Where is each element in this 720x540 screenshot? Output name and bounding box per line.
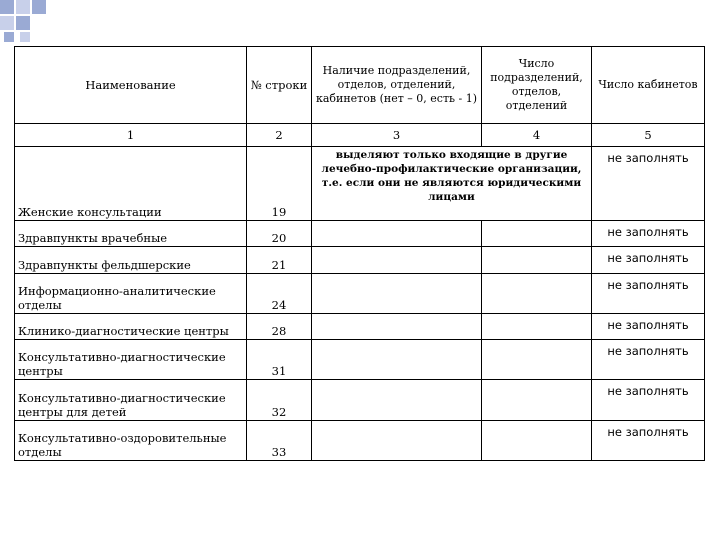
row-units-cell xyxy=(482,221,592,247)
row-name: Здравпункты фельдшерские xyxy=(15,247,247,274)
table-row xyxy=(15,314,705,340)
row-code: 20 xyxy=(247,221,312,247)
header-units-count: Число подразделений, отделов, отделений xyxy=(482,47,592,124)
row-code: 19 xyxy=(247,147,312,221)
row-name: Консультативно-диагностические центры xyxy=(15,340,247,380)
row-code: 21 xyxy=(247,247,312,274)
row-units-cell xyxy=(482,380,592,421)
row-cabinets: не заполнять xyxy=(592,221,705,247)
column-number: 4 xyxy=(482,124,592,147)
header-name: Наименование xyxy=(15,47,247,124)
column-number: 2 xyxy=(247,124,312,147)
row-cabinets: не заполнять xyxy=(592,274,705,314)
row-presence-cell xyxy=(312,274,482,314)
row-code: 32 xyxy=(247,380,312,421)
table-row xyxy=(15,340,705,380)
header-row-number: № строки xyxy=(247,47,312,124)
column-number: 5 xyxy=(592,124,705,147)
row-units-cell xyxy=(482,274,592,314)
table-row xyxy=(15,380,705,421)
row-units-cell xyxy=(482,247,592,274)
row-presence-cell xyxy=(312,221,482,247)
row-code: 31 xyxy=(247,340,312,380)
row-presence-cell xyxy=(312,340,482,380)
row-cabinets: не заполнять xyxy=(592,340,705,380)
row-name: Здравпункты врачебные xyxy=(15,221,247,247)
row-cabinets: не заполнять xyxy=(592,247,705,274)
cabinets-table xyxy=(14,46,705,461)
row-units-cell xyxy=(482,314,592,340)
row-name: Консультативно-диагностические центры для детей xyxy=(15,380,247,421)
row-cabinets: не заполнять xyxy=(592,380,705,421)
row-presence-cell xyxy=(312,380,482,421)
table-row xyxy=(15,147,705,221)
table-row xyxy=(15,221,705,247)
column-numbers-row xyxy=(15,124,705,147)
row-code: 24 xyxy=(247,274,312,314)
row-presence-cell xyxy=(312,247,482,274)
column-number: 1 xyxy=(15,124,247,147)
row-units-cell xyxy=(482,340,592,380)
row-presence-cell xyxy=(312,314,482,340)
column-number: 3 xyxy=(312,124,482,147)
row-name: Информационно-аналитические отделы xyxy=(15,274,247,314)
row-cabinets: не заполнять xyxy=(592,314,705,340)
row-units-cell xyxy=(482,421,592,461)
row-name: Консультативно-оздоровительные отделы xyxy=(15,421,247,461)
row-cabinets: не заполнять xyxy=(592,421,705,461)
row-presence-cell xyxy=(312,421,482,461)
row-code: 28 xyxy=(247,314,312,340)
table-row xyxy=(15,274,705,314)
header-presence: Наличие подразделений, отделов, отделений, кабинетов (нет – 0, есть - 1) xyxy=(312,47,482,124)
row-cabinets: не заполнять xyxy=(592,147,705,221)
row-note: выделяют только входящие в другие лечебно-профилактические организации, т.е. если они не являются юридическими лицами xyxy=(312,147,592,221)
header-row xyxy=(15,47,705,124)
header-cabinets-count: Число кабинетов xyxy=(592,47,705,124)
row-code: 33 xyxy=(247,421,312,461)
row-name: Женские консультации xyxy=(15,147,247,221)
row-name: Клинико-диагностические центры xyxy=(15,314,247,340)
table-row xyxy=(15,247,705,274)
table-row xyxy=(15,421,705,461)
